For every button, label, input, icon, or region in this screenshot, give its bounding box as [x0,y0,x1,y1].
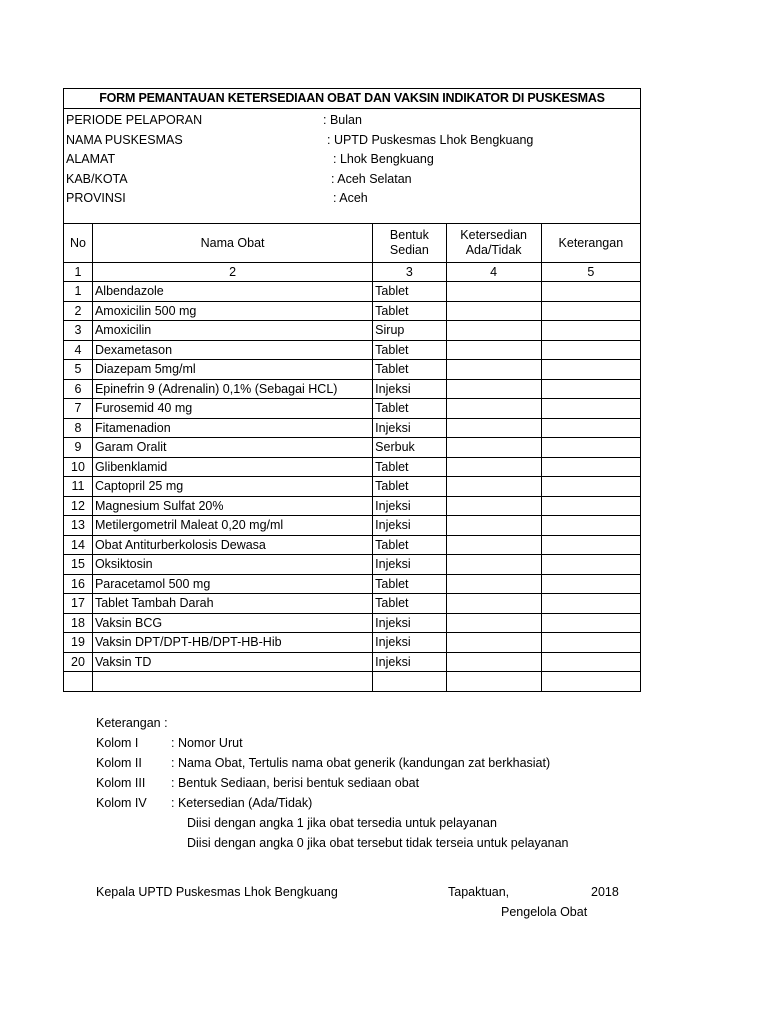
note-cell [541,555,640,575]
availability-cell [446,594,541,614]
table-row [64,418,641,438]
row-number: 16 [64,574,93,594]
note-cell [541,477,640,497]
note-cell [541,672,640,692]
table-row [64,574,641,594]
note-key: Kolom II [96,756,142,770]
meta-value: : Aceh [333,191,368,205]
availability-cell [446,477,541,497]
note-sub-item [96,813,616,833]
note-cell [541,399,640,419]
drug-name: Obat Antiturberkolosis Dewasa [92,535,372,555]
row-number: 6 [64,379,93,399]
drug-name: Furosemid 40 mg [92,399,372,419]
row-number: 10 [64,457,93,477]
table-row [64,633,641,653]
note-cell [541,594,640,614]
meta-value: : Bulan [323,113,362,127]
availability-cell [446,574,541,594]
note-value: : Bentuk Sediaan, berisi bentuk sediaan obat [171,776,420,790]
row-number: 5 [64,360,93,380]
dosage-form: Tablet [373,594,446,614]
availability-cell [446,457,541,477]
note-sub-item [96,833,616,853]
dosage-form: Injeksi [373,496,446,516]
table-row [64,672,641,692]
dosage-form: Tablet [373,574,446,594]
drug-name: Fitamenadion [92,418,372,438]
signature-officer-title: Pengelola Obat [501,905,588,919]
header-no: No [64,224,93,263]
note-cell [541,574,640,594]
drug-name: Magnesium Sulfat 20% [92,496,372,516]
note-value: : Ketersedian (Ada/Tidak) [171,796,313,810]
table-row [64,535,641,555]
availability-cell [446,633,541,653]
header-availability-line2: Ada/Tidak [465,243,522,257]
note-key: Kolom I [96,736,139,750]
table-row [64,594,641,614]
dosage-form: Tablet [373,457,446,477]
header-availability-line1: Ketersedian [460,228,527,242]
note-item [96,753,616,773]
table-row [64,301,641,321]
table-row [64,555,641,575]
note-item [96,773,616,793]
signature-head-title: Kepala UPTD Puskesmas Lhok Bengkuang [96,885,338,899]
availability-cell [446,438,541,458]
meta-label: PROVINSI [66,191,126,205]
dosage-form: Tablet [373,301,446,321]
dosage-form: Injeksi [373,418,446,438]
note-cell [541,613,640,633]
row-number: 18 [64,613,93,633]
table-row [64,438,641,458]
availability-cell [446,672,541,692]
note-cell [541,418,640,438]
note-key: Kolom III [96,776,146,790]
meta-label: PERIODE PELAPORAN [66,113,203,127]
signature-place: Tapaktuan, [448,885,510,899]
row-number: 15 [64,555,93,575]
drug-name: Glibenklamid [92,457,372,477]
dosage-form: Tablet [373,360,446,380]
note-cell [541,321,640,341]
table-row [64,613,641,633]
dosage-form: Injeksi [373,379,446,399]
row-number: 20 [64,652,93,672]
dosage-form: Tablet [373,477,446,497]
note-value: : Nama Obat, Tertulis nama obat generik (kandungan zat berkhasiat) [171,756,551,770]
table-row [64,360,641,380]
drug-name: Vaksin BCG [92,613,372,633]
column-number: 3 [373,263,446,282]
note-cell [541,360,640,380]
header-note: Keterangan [541,224,640,263]
meta-row-period [65,111,640,131]
availability-cell [446,516,541,536]
availability-cell [446,418,541,438]
note-item [96,793,616,813]
column-number: 4 [446,263,541,282]
availability-cell [446,652,541,672]
table-row [64,282,641,302]
dosage-form: Tablet [373,399,446,419]
form-title: FORM PEMANTAUAN KETERSEDIAAN OBAT DAN VAKSIN INDIKATOR DI PUSKESMAS [64,89,640,109]
note-cell [541,516,640,536]
notes-heading-row [96,713,616,733]
drug-table-body [64,282,641,692]
availability-cell [446,535,541,555]
drug-name: Oksiktosin [92,555,372,575]
row-number: 7 [64,399,93,419]
availability-cell [446,496,541,516]
availability-cell [446,282,541,302]
row-number: 11 [64,477,93,497]
header-form-line1: Bentuk [389,228,429,242]
table-row [64,477,641,497]
table-row [64,496,641,516]
table-row [64,321,641,341]
form-meta [64,109,640,223]
availability-cell [446,340,541,360]
header-form [373,224,446,263]
note-cell [541,535,640,555]
note-cell [541,438,640,458]
dosage-form: Injeksi [373,516,446,536]
document [63,88,641,692]
drug-name: Captopril 25 mg [92,477,372,497]
availability-cell [446,399,541,419]
availability-cell [446,360,541,380]
row-number: 12 [64,496,93,516]
dosage-form: Tablet [373,282,446,302]
dosage-form: Serbuk [373,438,446,458]
row-number: 2 [64,301,93,321]
signature-year: 2018 [591,885,619,899]
drug-name: Dexametason [92,340,372,360]
dosage-form: Sirup [373,321,446,341]
header-availability [446,224,541,263]
dosage-form: Injeksi [373,613,446,633]
drug-name: Amoxicilin [92,321,372,341]
availability-cell [446,555,541,575]
drug-name: Amoxicilin 500 mg [92,301,372,321]
row-number: 13 [64,516,93,536]
meta-label: KAB/KOTA [66,171,128,186]
note-cell [541,652,640,672]
meta-value: : UPTD Puskesmas Lhok Bengkuang [327,132,534,147]
row-number [64,672,93,692]
drug-name: Metilergometril Maleat 0,20 mg/ml [92,516,372,536]
note-cell [541,301,640,321]
dosage-form: Injeksi [373,652,446,672]
meta-label: ALAMAT [66,152,116,166]
drug-name: Garam Oralit [92,438,372,458]
row-number: 14 [64,535,93,555]
row-number: 9 [64,438,93,458]
note-cell [541,496,640,516]
column-number: 5 [541,263,640,282]
availability-cell [446,613,541,633]
note-sub-value: Diisi dengan angka 1 jika obat tersedia untuk pelayanan [187,816,497,830]
notes-section [96,713,616,853]
availability-cell [446,321,541,341]
header-form-line2: Sedian [389,243,429,257]
dosage-form [373,672,446,692]
drug-name: Epinefrin 9 (Adrenalin) 0,1% (Sebagai HCL) [92,379,372,399]
note-cell [541,633,640,653]
drug-name: Paracetamol 500 mg [92,574,372,594]
drug-table [63,223,641,692]
row-number: 19 [64,633,93,653]
row-number: 8 [64,418,93,438]
table-header-row [64,224,641,263]
row-number: 4 [64,340,93,360]
table-row [64,340,641,360]
table-row [64,399,641,419]
note-cell [541,282,640,302]
note-sub-value: Diisi dengan angka 0 jika obat tersebut tidak terseia untuk pelayanan [187,836,569,850]
drug-name: Albendazole [92,282,372,302]
row-number: 3 [64,321,93,341]
header-name: Nama Obat [92,224,372,263]
column-number: 2 [92,263,372,282]
drug-name: Diazepam 5mg/ml [92,360,372,380]
note-value: : Nomor Urut [171,736,243,750]
meta-row-regency [65,170,640,190]
dosage-form: Injeksi [373,555,446,575]
availability-cell [446,379,541,399]
note-item [96,733,616,753]
meta-row-province [65,189,640,209]
notes-heading: Keterangan : [96,716,168,730]
table-row [64,652,641,672]
table-row [64,516,641,536]
availability-cell [446,301,541,321]
table-row [64,457,641,477]
meta-row-puskesmas [65,131,640,151]
column-number: 1 [64,263,93,282]
dosage-form: Injeksi [373,633,446,653]
dosage-form: Tablet [373,535,446,555]
drug-name: Vaksin DPT/DPT-HB/DPT-HB-Hib [92,633,372,653]
meta-row-address [65,150,640,170]
meta-label: NAMA PUSKESMAS [66,132,183,147]
note-cell [541,379,640,399]
note-cell [541,340,640,360]
note-key: Kolom IV [96,796,147,810]
drug-name: Vaksin TD [92,652,372,672]
form-header [63,88,641,223]
table-row [64,379,641,399]
row-number: 1 [64,282,93,302]
meta-value: : Aceh Selatan [331,171,412,186]
dosage-form: Tablet [373,340,446,360]
drug-name [92,672,372,692]
drug-name: Tablet Tambah Darah [92,594,372,614]
meta-value: : Lhok Bengkuang [333,152,434,166]
note-cell [541,457,640,477]
column-number-row [64,263,641,282]
row-number: 17 [64,594,93,614]
